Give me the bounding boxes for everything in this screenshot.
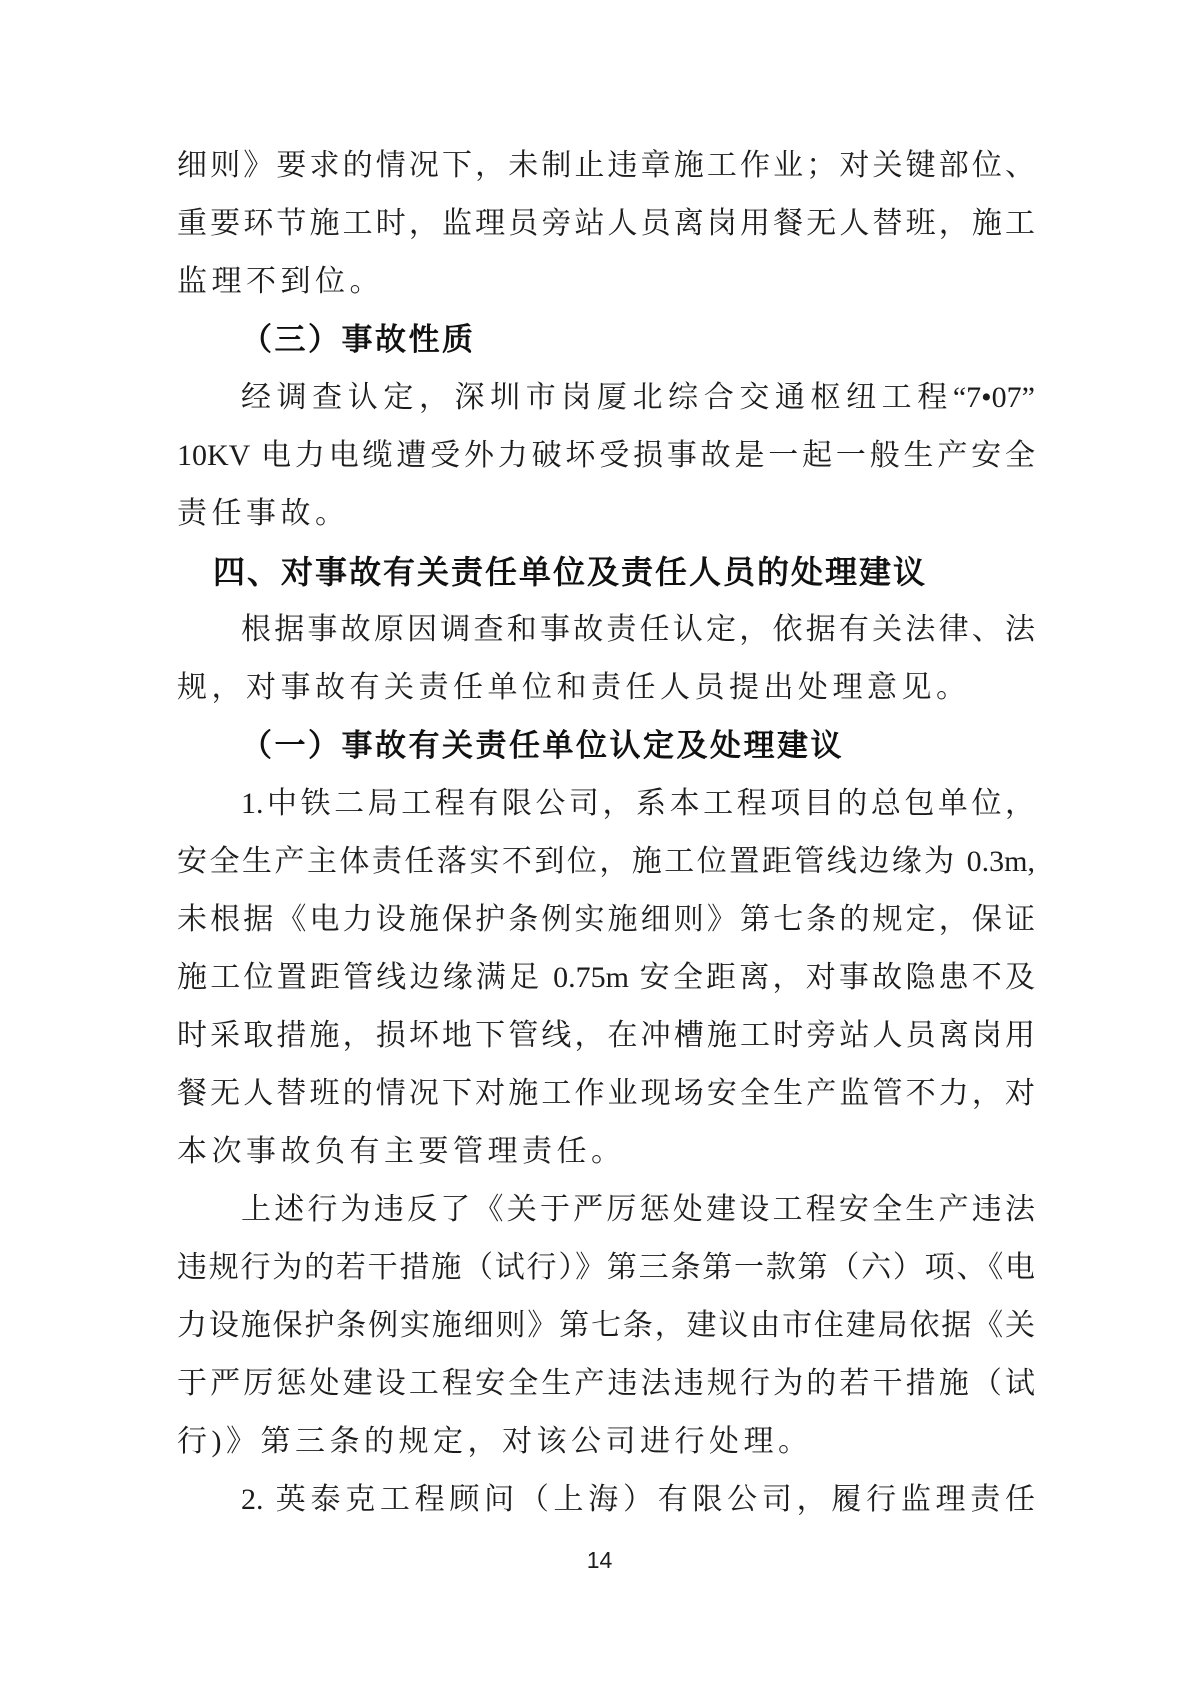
body-text-line: 时采取措施，损坏地下管线，在冲槽施工时旁站人员离岗用 (177, 1019, 1035, 1052)
body-text-line: 监理不到位。 (177, 265, 384, 298)
body-text-line: 安全生产主体责任落实不到位，施工位置距管线边缘为 0.3m, (177, 845, 1035, 878)
body-text-line: 根据事故原因调查和事故责任认定，依据有关法律、法 (241, 613, 1035, 646)
body-text-line: 行)》第三条的规定，对该公司进行处理。 (177, 1425, 813, 1458)
body-text-line: 10KV 电力电缆遭受外力破坏受损事故是一起一般生产安全 (177, 439, 1035, 472)
subsection-heading-responsible-units: （一）事故有关责任单位认定及处理建议 (241, 728, 844, 763)
body-text-line: 上述行为违反了《关于严厉惩处建设工程安全生产违法 (241, 1193, 1035, 1226)
body-text-line: 违规行为的若干措施（试行）》第三条第一款第（六）项、《电 (177, 1251, 1035, 1284)
body-text-line: 2. 英泰克工程顾问（上海）有限公司，履行监理责任 (241, 1483, 1035, 1516)
subsection-heading-accident-nature: （三）事故性质 (241, 322, 476, 357)
body-text-line: 施工位置距管线边缘满足 0.75m 安全距离，对事故隐患不及 (177, 961, 1035, 994)
body-text-line: 规，对事故有关责任单位和责任人员提出处理意见。 (177, 671, 971, 704)
body-text-line: 未根据《电力设施保护条例实施细则》第七条的规定，保证 (177, 903, 1035, 936)
body-text-line: 责任事故。 (177, 497, 350, 530)
body-text-line: 餐无人替班的情况下对施工作业现场安全生产监管不力，对 (177, 1077, 1035, 1110)
body-text-line: 重要环节施工时，监理员旁站人员离岗用餐无人替班，施工 (177, 207, 1035, 240)
body-text-line: 本次事故负有主要管理责任。 (177, 1135, 626, 1168)
body-text-line: 细则》要求的情况下，未制止违章施工作业；对关键部位、 (177, 149, 1035, 182)
section-heading-handling-suggestions: 四、对事故有关责任单位及责任人员的处理建议 (213, 554, 928, 590)
page-number: 14 (586, 1547, 613, 1573)
body-text-line: 1.中铁二局工程有限公司，系本工程项目的总包单位， (241, 787, 1035, 820)
body-text-line: 经调查认定，深圳市岗厦北综合交通枢纽工程“7•07” (241, 381, 1035, 414)
body-text-line: 力设施保护条例实施细则》第七条，建议由市住建局依据《关 (177, 1309, 1035, 1342)
body-text-line: 于严厉惩处建设工程安全生产违法违规行为的若干措施（试 (177, 1367, 1035, 1400)
document-body (177, 137, 1035, 1529)
